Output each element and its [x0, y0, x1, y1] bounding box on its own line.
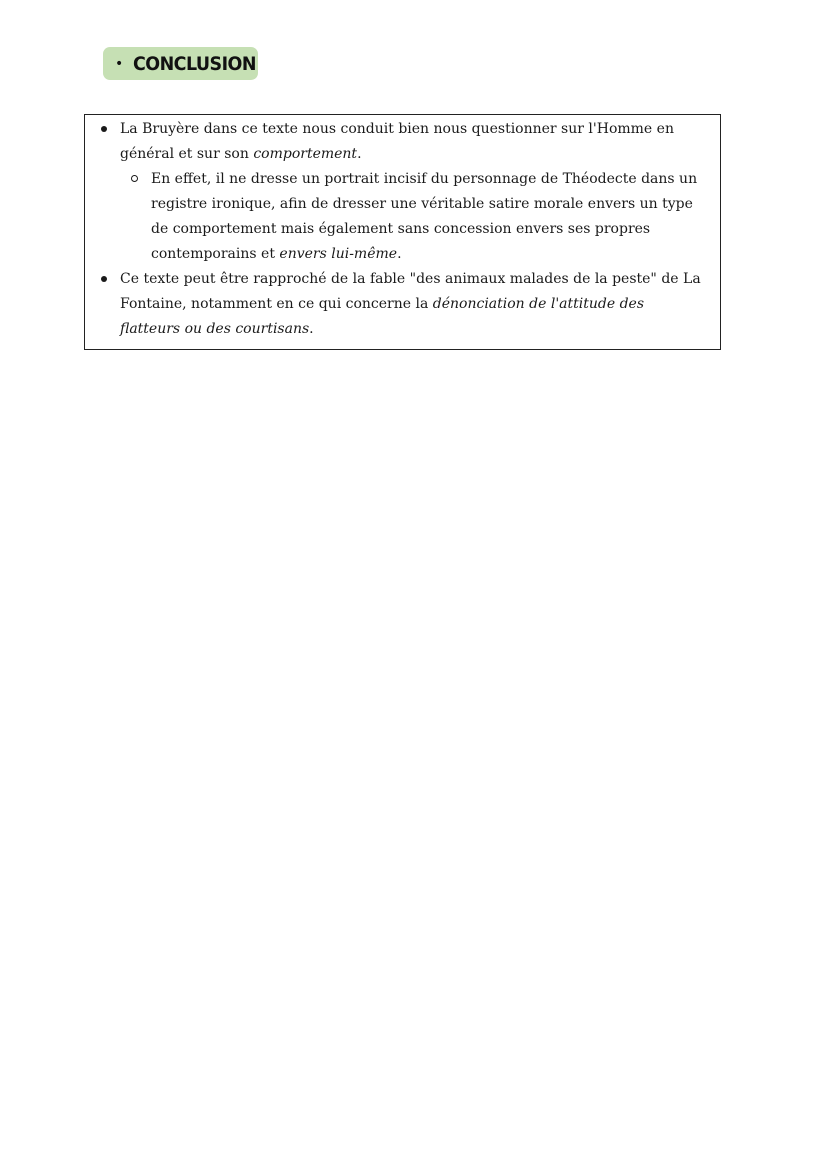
bullet-disc-item-1: [101, 126, 107, 132]
item-2-line-2-emphasis: dénonciation de l'attitude des: [432, 296, 645, 312]
sub-1-line-4-end: .: [397, 246, 402, 262]
heading-title: CONCLUSION: [133, 52, 257, 75]
sub-1-line-4-emphasis: envers lui-même: [279, 246, 398, 262]
sub-1-line-4: [151, 244, 402, 264]
item-2-line-3: [120, 319, 314, 339]
item-1-line-2-end: .: [357, 146, 362, 162]
sub-1-line-1: En effet, il ne dresse un portrait incisif du personnage de Théodecte dans un: [151, 171, 698, 187]
item-1-line-2-emphasis: comportement: [253, 146, 358, 162]
conclusion-heading: [103, 47, 258, 80]
bullet-disc-item-2: [101, 276, 107, 282]
item-2-line-3-end: .: [309, 321, 314, 337]
item-1-line-2: [120, 144, 362, 164]
item-1-line-2-text: général et sur son: [120, 146, 254, 162]
item-2-line-2-text: Fontaine, notamment en ce qui concerne la: [120, 296, 433, 312]
bullet-circle-sub-1: [131, 175, 138, 182]
item-2-line-1: Ce texte peut être rapproché de la fable "des animaux malades de la peste" de La: [120, 271, 701, 287]
item-2-line-2: [120, 294, 644, 314]
sub-1-line-3: de comportement mais également sans concession envers ses propres: [151, 221, 651, 237]
sub-1-line-2: registre ironique, afin de dresser une véritable satire morale envers un type: [151, 196, 693, 212]
item-1-line-1: La Bruyère dans ce texte nous conduit bien nous questionner sur l'Homme en: [120, 121, 674, 137]
sub-1-line-4-text: contemporains et: [151, 246, 280, 262]
item-2-line-3-emphasis: flatteurs ou des courtisans: [120, 321, 310, 337]
heading-bullet: •: [115, 55, 124, 72]
